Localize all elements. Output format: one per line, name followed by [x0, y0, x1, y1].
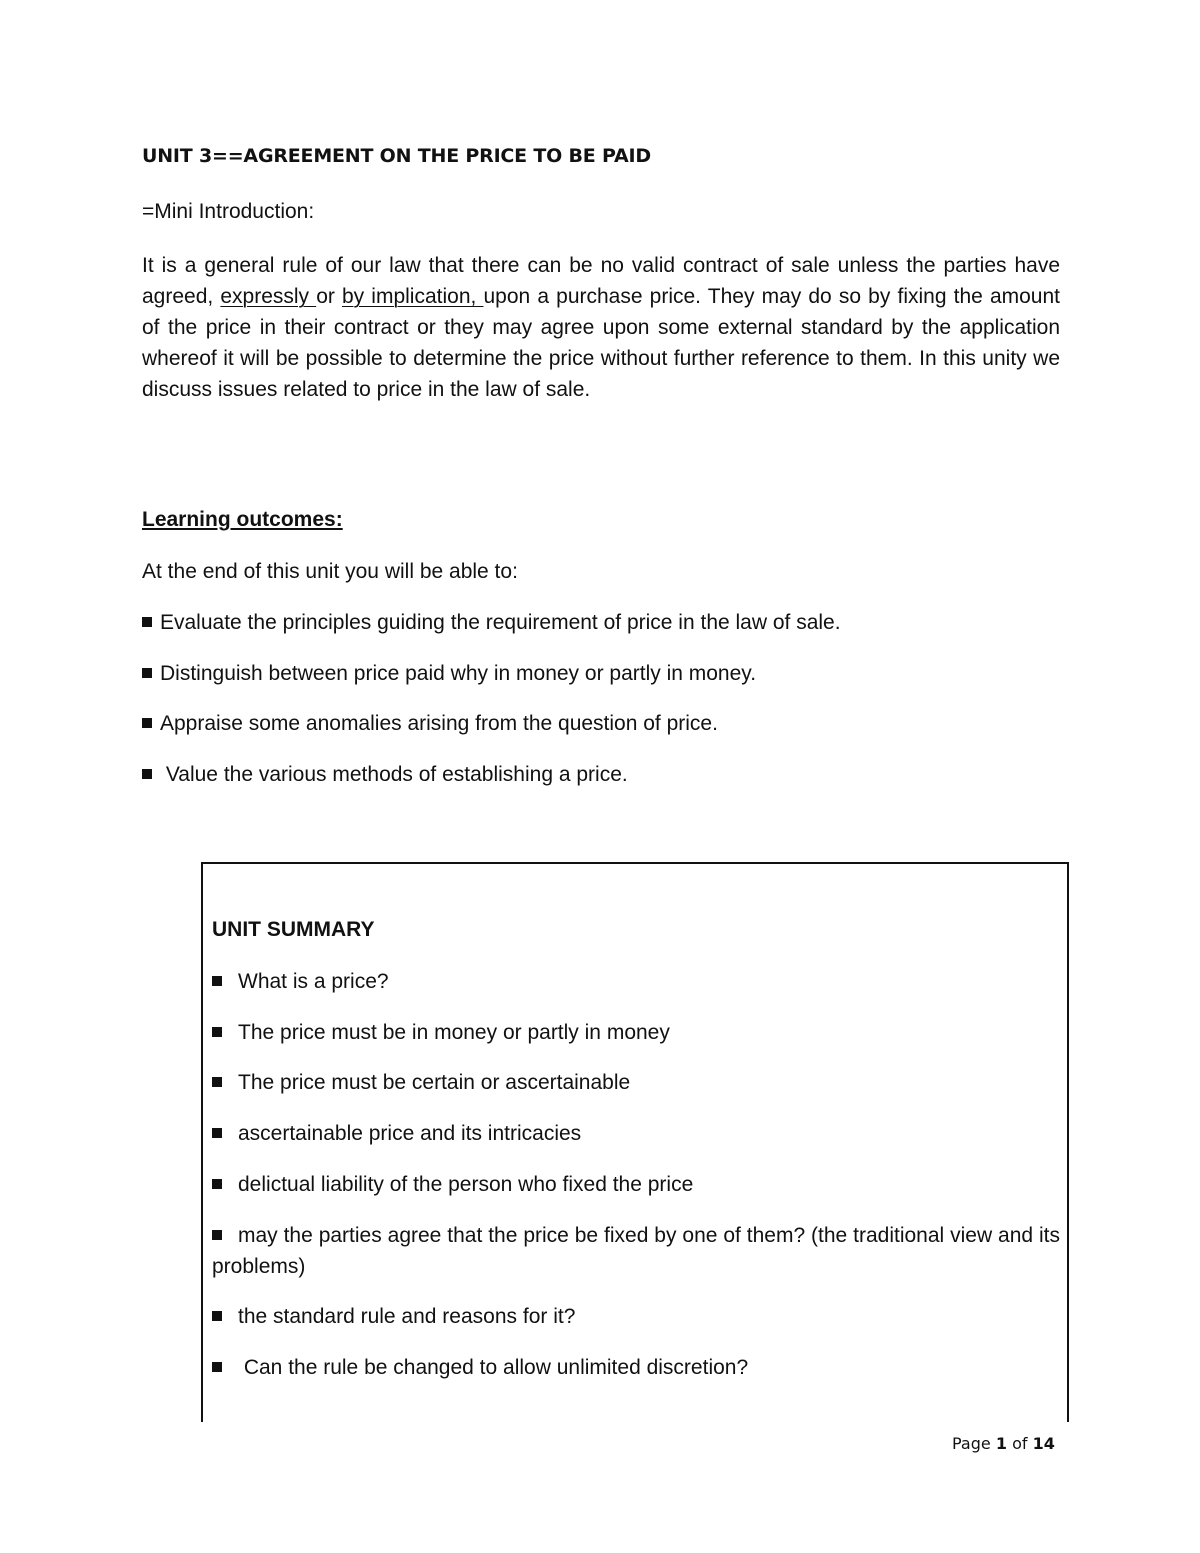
square-bullet-icon: [212, 1077, 222, 1087]
summary-item: may the parties agree that the price be fixed by one of them? (the traditional view and its problems): [212, 1224, 1060, 1278]
summary-item: Can the rule be changed to allow unlimited discretion?: [212, 1352, 1060, 1383]
square-bullet-icon: [142, 718, 152, 728]
learning-outcomes-intro: At the end of this unit you will be able to:: [142, 560, 518, 583]
summary-item: The price must be certain or ascertainable: [212, 1067, 1060, 1098]
square-bullet-icon: [142, 769, 152, 779]
square-bullet-icon: [212, 976, 222, 986]
summary-item: What is a price?: [212, 966, 1060, 997]
square-bullet-icon: [212, 1230, 222, 1240]
square-bullet-icon: [212, 1027, 222, 1037]
learning-outcome-item: Distinguish between price paid why in money or partly in money.: [142, 662, 756, 686]
unit-summary-heading: UNIT SUMMARY: [212, 918, 375, 941]
summary-item: the standard rule and reasons for it?: [212, 1301, 1060, 1332]
square-bullet-icon: [142, 668, 152, 678]
square-bullet-icon: [212, 1128, 222, 1138]
summary-item: The price must be in money or partly in money: [212, 1017, 1060, 1048]
square-bullet-icon: [212, 1179, 222, 1189]
square-bullet-icon: [142, 617, 152, 627]
summary-item: delictual liability of the person who fixed the price: [212, 1169, 1060, 1200]
mini-introduction-label: =Mini Introduction:: [142, 200, 315, 223]
square-bullet-icon: [212, 1311, 222, 1321]
expressly-underlined: expressly: [220, 285, 317, 308]
unit-title: UNIT 3==AGREEMENT ON THE PRICE TO BE PAID: [142, 145, 651, 167]
learning-outcome-item: Appraise some anomalies arising from the question of price.: [142, 712, 718, 736]
page-footer: Page 1 of 14: [952, 1434, 1055, 1453]
intro-paragraph: It is a general rule of our law that there can be no valid contract of sale unless the parties have agreed, expressly or by implication, upon a purchase price. They may do so by fixing the amount of the price in their contract or they may agree upon some external standard by the application whereof it will be possible to determine the price without further reference to them. In this unity we discuss issues related to price in the law of sale.: [142, 254, 1061, 401]
by-implication-underlined: by implication,: [342, 285, 484, 308]
square-bullet-icon: [212, 1362, 222, 1372]
summary-item: ascertainable price and its intricacies: [212, 1118, 1060, 1149]
learning-outcome-item: Value the various methods of establishing a price.: [142, 763, 628, 787]
learning-outcomes-heading: Learning outcomes:: [142, 508, 343, 531]
learning-outcome-item: Evaluate the principles guiding the requirement of price in the law of sale.: [142, 611, 841, 635]
